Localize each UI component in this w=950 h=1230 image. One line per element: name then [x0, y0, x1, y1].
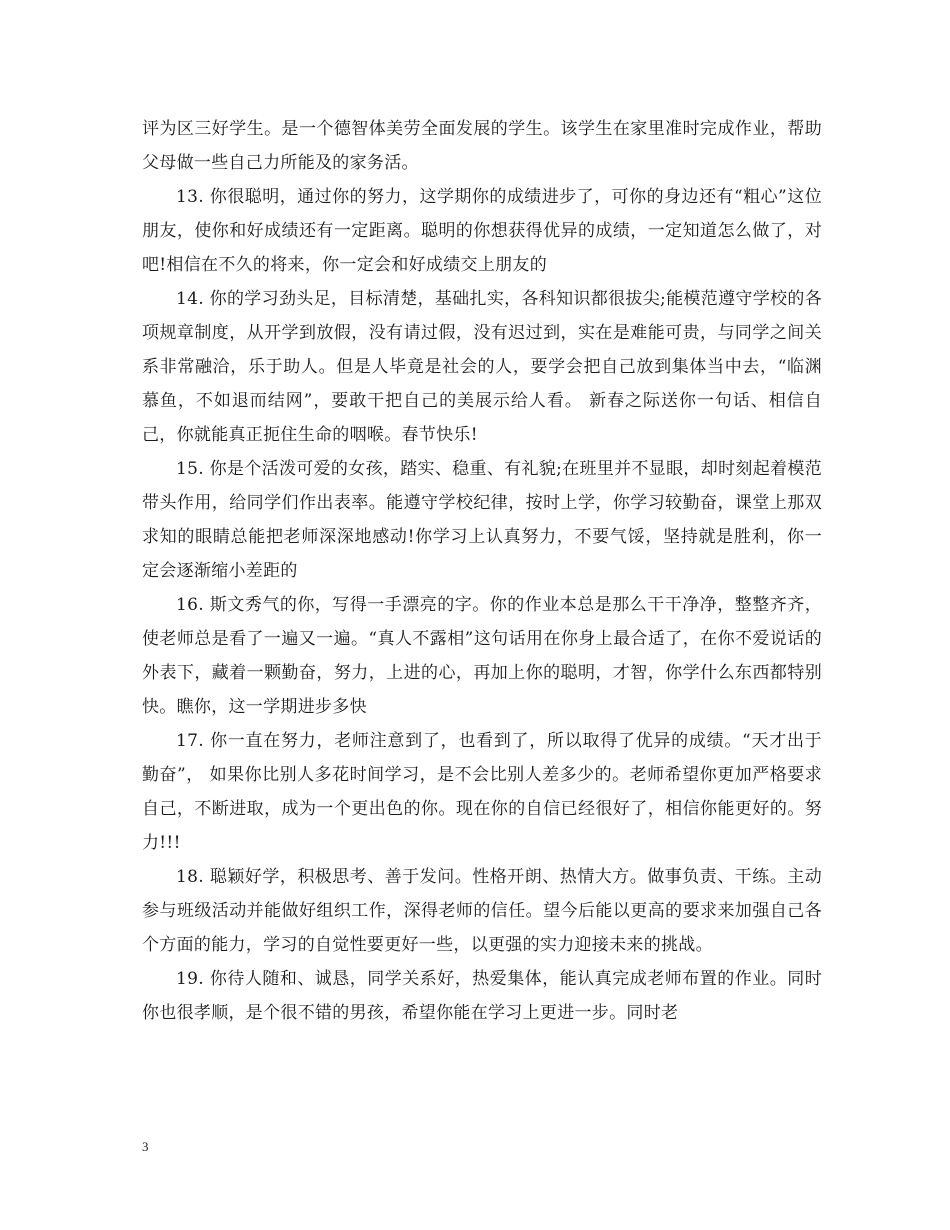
paragraph-continuation: 评为区三好学生。是一个德智体美劳全面发展的学生。该学生在家里准时完成作业，帮助父母做一些自己力所能及的家务活。 [142, 119, 822, 173]
page-number: 3 [142, 1139, 149, 1154]
document-body [142, 112, 822, 1030]
paragraph-comment-18: 18. 聪颖好学，积极思考、善于发问。性格开朗、热情大方。做事负责、干练。主动参与班级活动并能做好组织工作，深得老师的信任。望今后能以更高的要求来加强自己各个方面的能力，学习的自觉性要更好一些，以更强的实力迎接未来的挑战。 [142, 867, 822, 955]
paragraph-comment-15: 15. 你是个活泼可爱的女孩，踏实、稳重、有礼貌;在班里并不显眼，却时刻起着模范带头作用，给同学们作出表率。能遵守学校纪律，按时上学，你学习较勤奋，课堂上那双求知的眼睛总能把老师深深地感动!你学习上认真努力，不要气馁，坚持就是胜利，你一定会逐渐缩小差距的 [142, 459, 822, 581]
paragraph-comment-19: 19. 你待人随和、诚恳，同学关系好，热爱集体，能认真完成老师布置的作业。同时你也很孝顺，是个很不错的男孩，希望你能在学习上更进一步。同时老 [142, 969, 822, 1023]
paragraph-comment-13: 13. 你很聪明，通过你的努力，这学期你的成绩进步了，可你的身边还有“粗心”这位朋友，使你和好成绩还有一定距离。聪明的你想获得优异的成绩，一定知道怎么做了，对吧!相信在不久的将来，你一定会和好成绩交上朋友的 [142, 187, 822, 275]
paragraph-comment-14: 14. 你的学习劲头足，目标清楚，基础扎实，各科知识都很拔尖;能模范遵守学校的各项规章制度，从开学到放假，没有请过假，没有迟过到，实在是难能可贵，与同学之间关系非常融洽，乐于助人。但是人毕竟是社会的人，要学会把自己放到集体当中去，“临渊慕鱼，不如退而结网”，要敢干把自己的美展示给人看。 新春之际送你一句话、相信自己，你就能真正扼住生命的咽喉。春节快乐! [142, 289, 822, 445]
paragraph-comment-17: 17. 你一直在努力，老师注意到了，也看到了，所以取得了优异的成绩。“天才出于勤奋”， 如果你比别人多花时间学习，是不会比别人差多少的。老师希望你更加严格要求自己，不断进取，成为一个更出色的你。现在你的自信已经很好了，相信你能更好的。努力!!! [142, 731, 822, 853]
paragraph-comment-16: 16. 斯文秀气的你，写得一手漂亮的字。你的作业本总是那么干干净净，整整齐齐，使老师总是看了一遍又一遍。“真人不露相”这句话用在你身上最合适了，在你不爱说话的外表下，藏着一颗勤奋，努力，上进的心，再加上你的聪明，才智，你学什么东西都特别快。瞧你，这一学期进步多快 [142, 595, 822, 717]
